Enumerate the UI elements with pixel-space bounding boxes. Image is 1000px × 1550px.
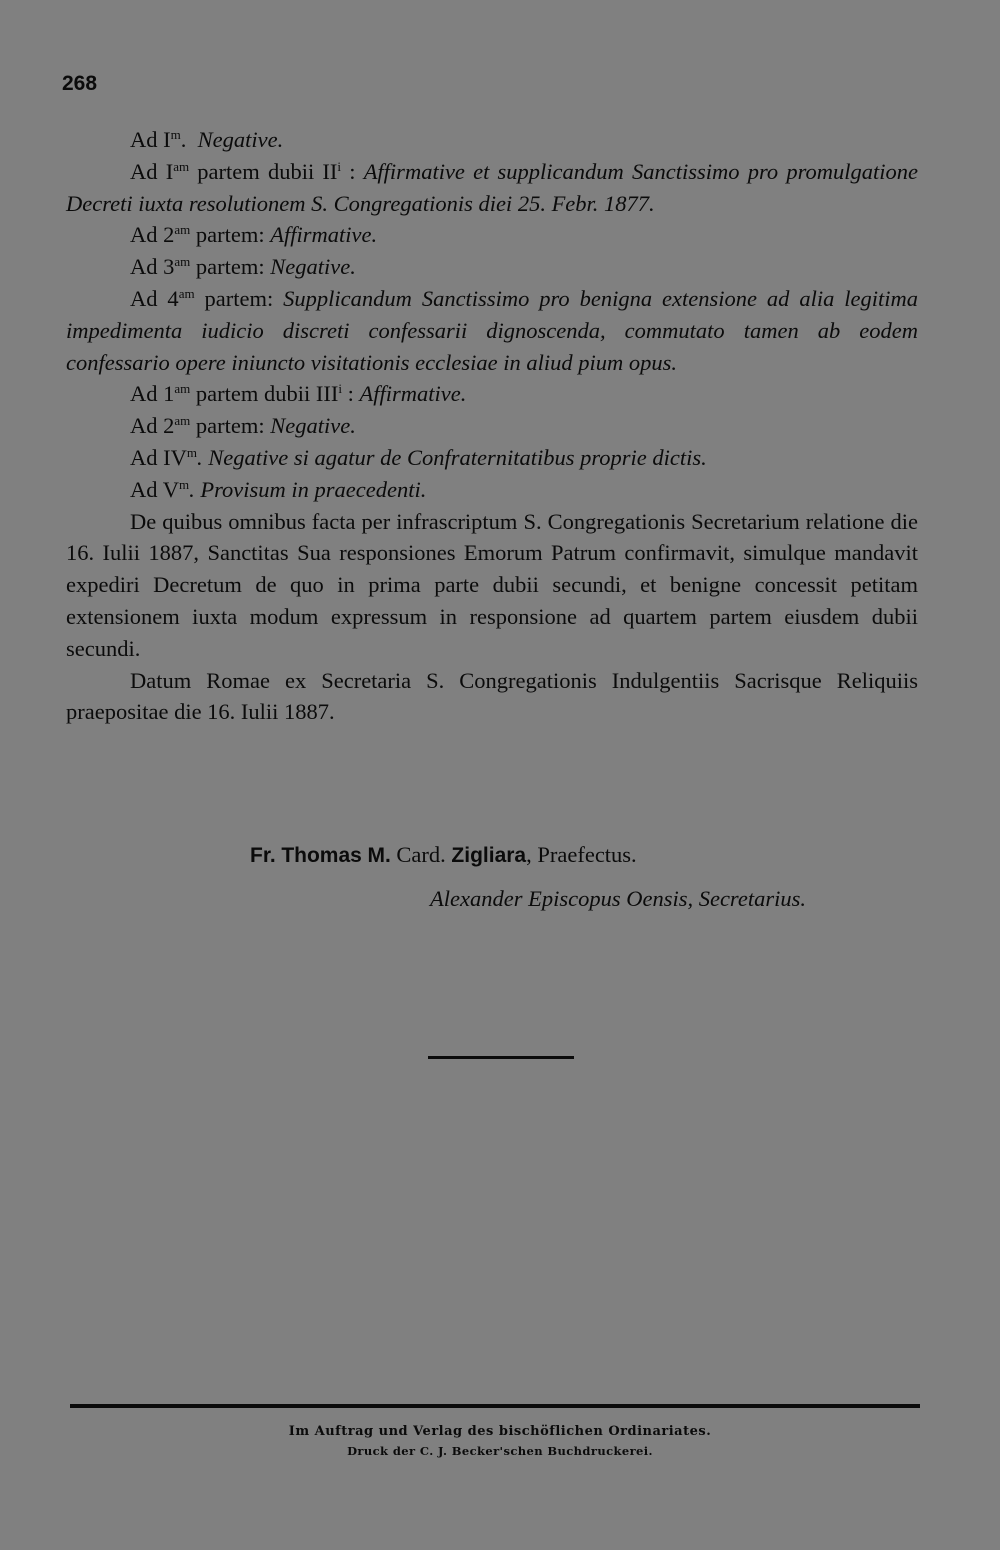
answer-2-part-2: Ad $2^{am}$ partem: Affirmative. — [130, 222, 378, 248]
answer-2-part-1: Ad $I^{am}$ partem dubii $II^i$ : Affirmative et supplicandum Sanctissimo pro promulgatione Decreti iuxta resolutionem S. Congregationis diei 25. Febr. 1877. — [66, 158, 918, 216]
answer-2-part-3: Ad $3^{am}$ partem: Negative. — [130, 254, 356, 280]
publisher-imprint: Im Auftrag und Verlag des bischöflichen Ordinariates. — [288, 1424, 712, 1439]
page-number: 268 — [62, 72, 98, 95]
footer-rule — [70, 1404, 920, 1408]
paragraph-datum: Datum Romae ex Secretaria S. Congregationis Indulgentiis Sacrisque Reliquiis praepositae die 16. Iulii 1887. — [66, 667, 918, 725]
decree-body — [66, 124, 918, 728]
secretary-signature: Alexander Episcopus Oensis, Secretarius. — [430, 886, 806, 911]
answer-5: Ad $V^m$. Provisum in praecedenti. — [130, 476, 427, 502]
printer-imprint: Druck der C. J. Becker'schen Buchdruckerei. — [347, 1444, 653, 1458]
answer-3-part-1: Ad $1^{am}$ partem dubii III$^i$ : Affirmative. — [130, 381, 467, 407]
answer-2-part-4: Ad $4^{am}$ partem: Supplicandum Sanctissimo pro benigna extensione ad alia legitima impedimenta iudicio discreti confessarii dignoscenda, commutato tamen ab eodem confessario opere iniuncto visitationis ecclesiae in aliud pium opus. — [66, 285, 918, 375]
closing-divider — [428, 1056, 574, 1059]
answer-4: Ad $IV^m$. Negative si agatur de Confraternitatibus proprie dictis. — [130, 444, 707, 470]
paragraph-de-quibus: De quibus omnibus facta per infrascriptum S. Congregationis Secretarium relatione die 16. Iulii 1887, Sanctitas Sua responsiones Emorum Patrum confirmavit, simulque mandavit expediri Decretum de quo in prima parte dubii secundi, et benigne concessit petitam extensionem iuxta modum expressum in responsione ad quartem partem eiusdem dubii secundi. — [66, 508, 918, 661]
prefect-signature: Fr. Thomas M. Card. Zigliara, Praefectus. — [250, 842, 637, 867]
answer-3-part-2: Ad $2^{am}$ partem: Negative. — [130, 413, 356, 439]
answer-1: Ad $I^m$. Negative. — [130, 127, 284, 152]
